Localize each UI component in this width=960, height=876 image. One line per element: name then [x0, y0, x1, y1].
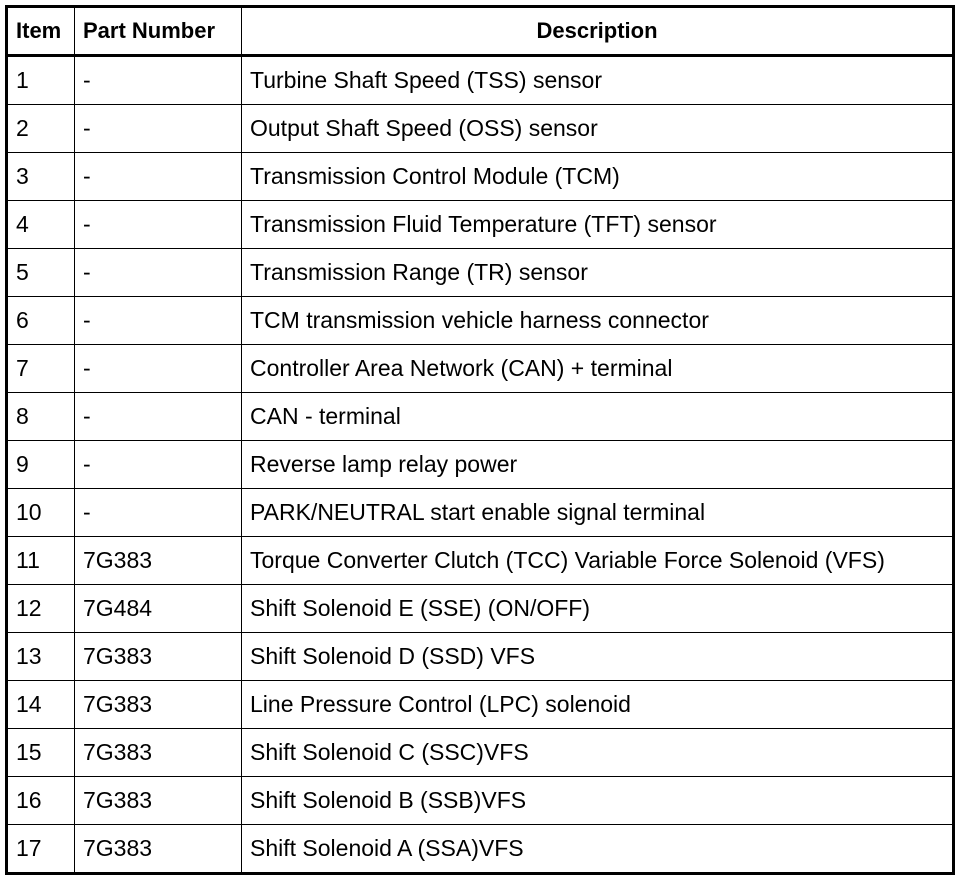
table-row: [7, 585, 954, 633]
table-row: [7, 777, 954, 825]
table-row: [7, 825, 954, 874]
description-cell: Transmission Control Module (TCM): [242, 153, 954, 201]
part-number-cell: -: [75, 297, 242, 345]
description-cell: Line Pressure Control (LPC) solenoid: [242, 681, 954, 729]
description-cell: Shift Solenoid E (SSE) (ON/OFF): [242, 585, 954, 633]
item-cell: 1: [7, 56, 75, 105]
parts-table: [5, 5, 955, 875]
table-row: [7, 489, 954, 537]
item-cell: 12: [7, 585, 75, 633]
item-cell: 13: [7, 633, 75, 681]
part-number-cell: 7G383: [75, 633, 242, 681]
part-number-cell: -: [75, 153, 242, 201]
table-row: [7, 633, 954, 681]
description-cell: TCM transmission vehicle harness connector: [242, 297, 954, 345]
table-row: [7, 105, 954, 153]
part-number-cell: -: [75, 393, 242, 441]
description-cell: Torque Converter Clutch (TCC) Variable Force Solenoid (VFS): [242, 537, 954, 585]
part-number-cell: -: [75, 201, 242, 249]
header-description: Description: [242, 7, 954, 56]
table-row: [7, 153, 954, 201]
description-cell: Reverse lamp relay power: [242, 441, 954, 489]
item-cell: 17: [7, 825, 75, 874]
table-row: [7, 249, 954, 297]
description-cell: Turbine Shaft Speed (TSS) sensor: [242, 56, 954, 105]
description-cell: Output Shaft Speed (OSS) sensor: [242, 105, 954, 153]
description-cell: Controller Area Network (CAN) + terminal: [242, 345, 954, 393]
item-cell: 5: [7, 249, 75, 297]
part-number-cell: -: [75, 249, 242, 297]
item-cell: 2: [7, 105, 75, 153]
table-row: [7, 201, 954, 249]
header-item: Item: [7, 7, 75, 56]
table-header: [7, 7, 954, 56]
description-cell: Shift Solenoid B (SSB)VFS: [242, 777, 954, 825]
item-cell: 10: [7, 489, 75, 537]
description-cell: Shift Solenoid C (SSC)VFS: [242, 729, 954, 777]
part-number-cell: 7G383: [75, 537, 242, 585]
part-number-cell: 7G484: [75, 585, 242, 633]
table-row: [7, 345, 954, 393]
part-number-cell: 7G383: [75, 729, 242, 777]
header-part-number: Part Number: [75, 7, 242, 56]
table-row: [7, 393, 954, 441]
part-number-cell: -: [75, 56, 242, 105]
header-row: [7, 7, 954, 56]
description-cell: Transmission Fluid Temperature (TFT) sensor: [242, 201, 954, 249]
table-row: [7, 297, 954, 345]
item-cell: 4: [7, 201, 75, 249]
table-row: [7, 681, 954, 729]
item-cell: 14: [7, 681, 75, 729]
description-cell: PARK/NEUTRAL start enable signal terminal: [242, 489, 954, 537]
table-row: [7, 537, 954, 585]
description-cell: CAN - terminal: [242, 393, 954, 441]
part-number-cell: 7G383: [75, 681, 242, 729]
table-row: [7, 729, 954, 777]
item-cell: 16: [7, 777, 75, 825]
item-cell: 9: [7, 441, 75, 489]
table-body: [7, 56, 954, 874]
table-row: [7, 441, 954, 489]
part-number-cell: -: [75, 105, 242, 153]
part-number-cell: -: [75, 345, 242, 393]
description-cell: Transmission Range (TR) sensor: [242, 249, 954, 297]
table-row: [7, 56, 954, 105]
part-number-cell: 7G383: [75, 825, 242, 874]
part-number-cell: 7G383: [75, 777, 242, 825]
description-cell: Shift Solenoid A (SSA)VFS: [242, 825, 954, 874]
item-cell: 15: [7, 729, 75, 777]
part-number-cell: -: [75, 441, 242, 489]
item-cell: 3: [7, 153, 75, 201]
item-cell: 7: [7, 345, 75, 393]
part-number-cell: -: [75, 489, 242, 537]
item-cell: 11: [7, 537, 75, 585]
description-cell: Shift Solenoid D (SSD) VFS: [242, 633, 954, 681]
item-cell: 8: [7, 393, 75, 441]
item-cell: 6: [7, 297, 75, 345]
